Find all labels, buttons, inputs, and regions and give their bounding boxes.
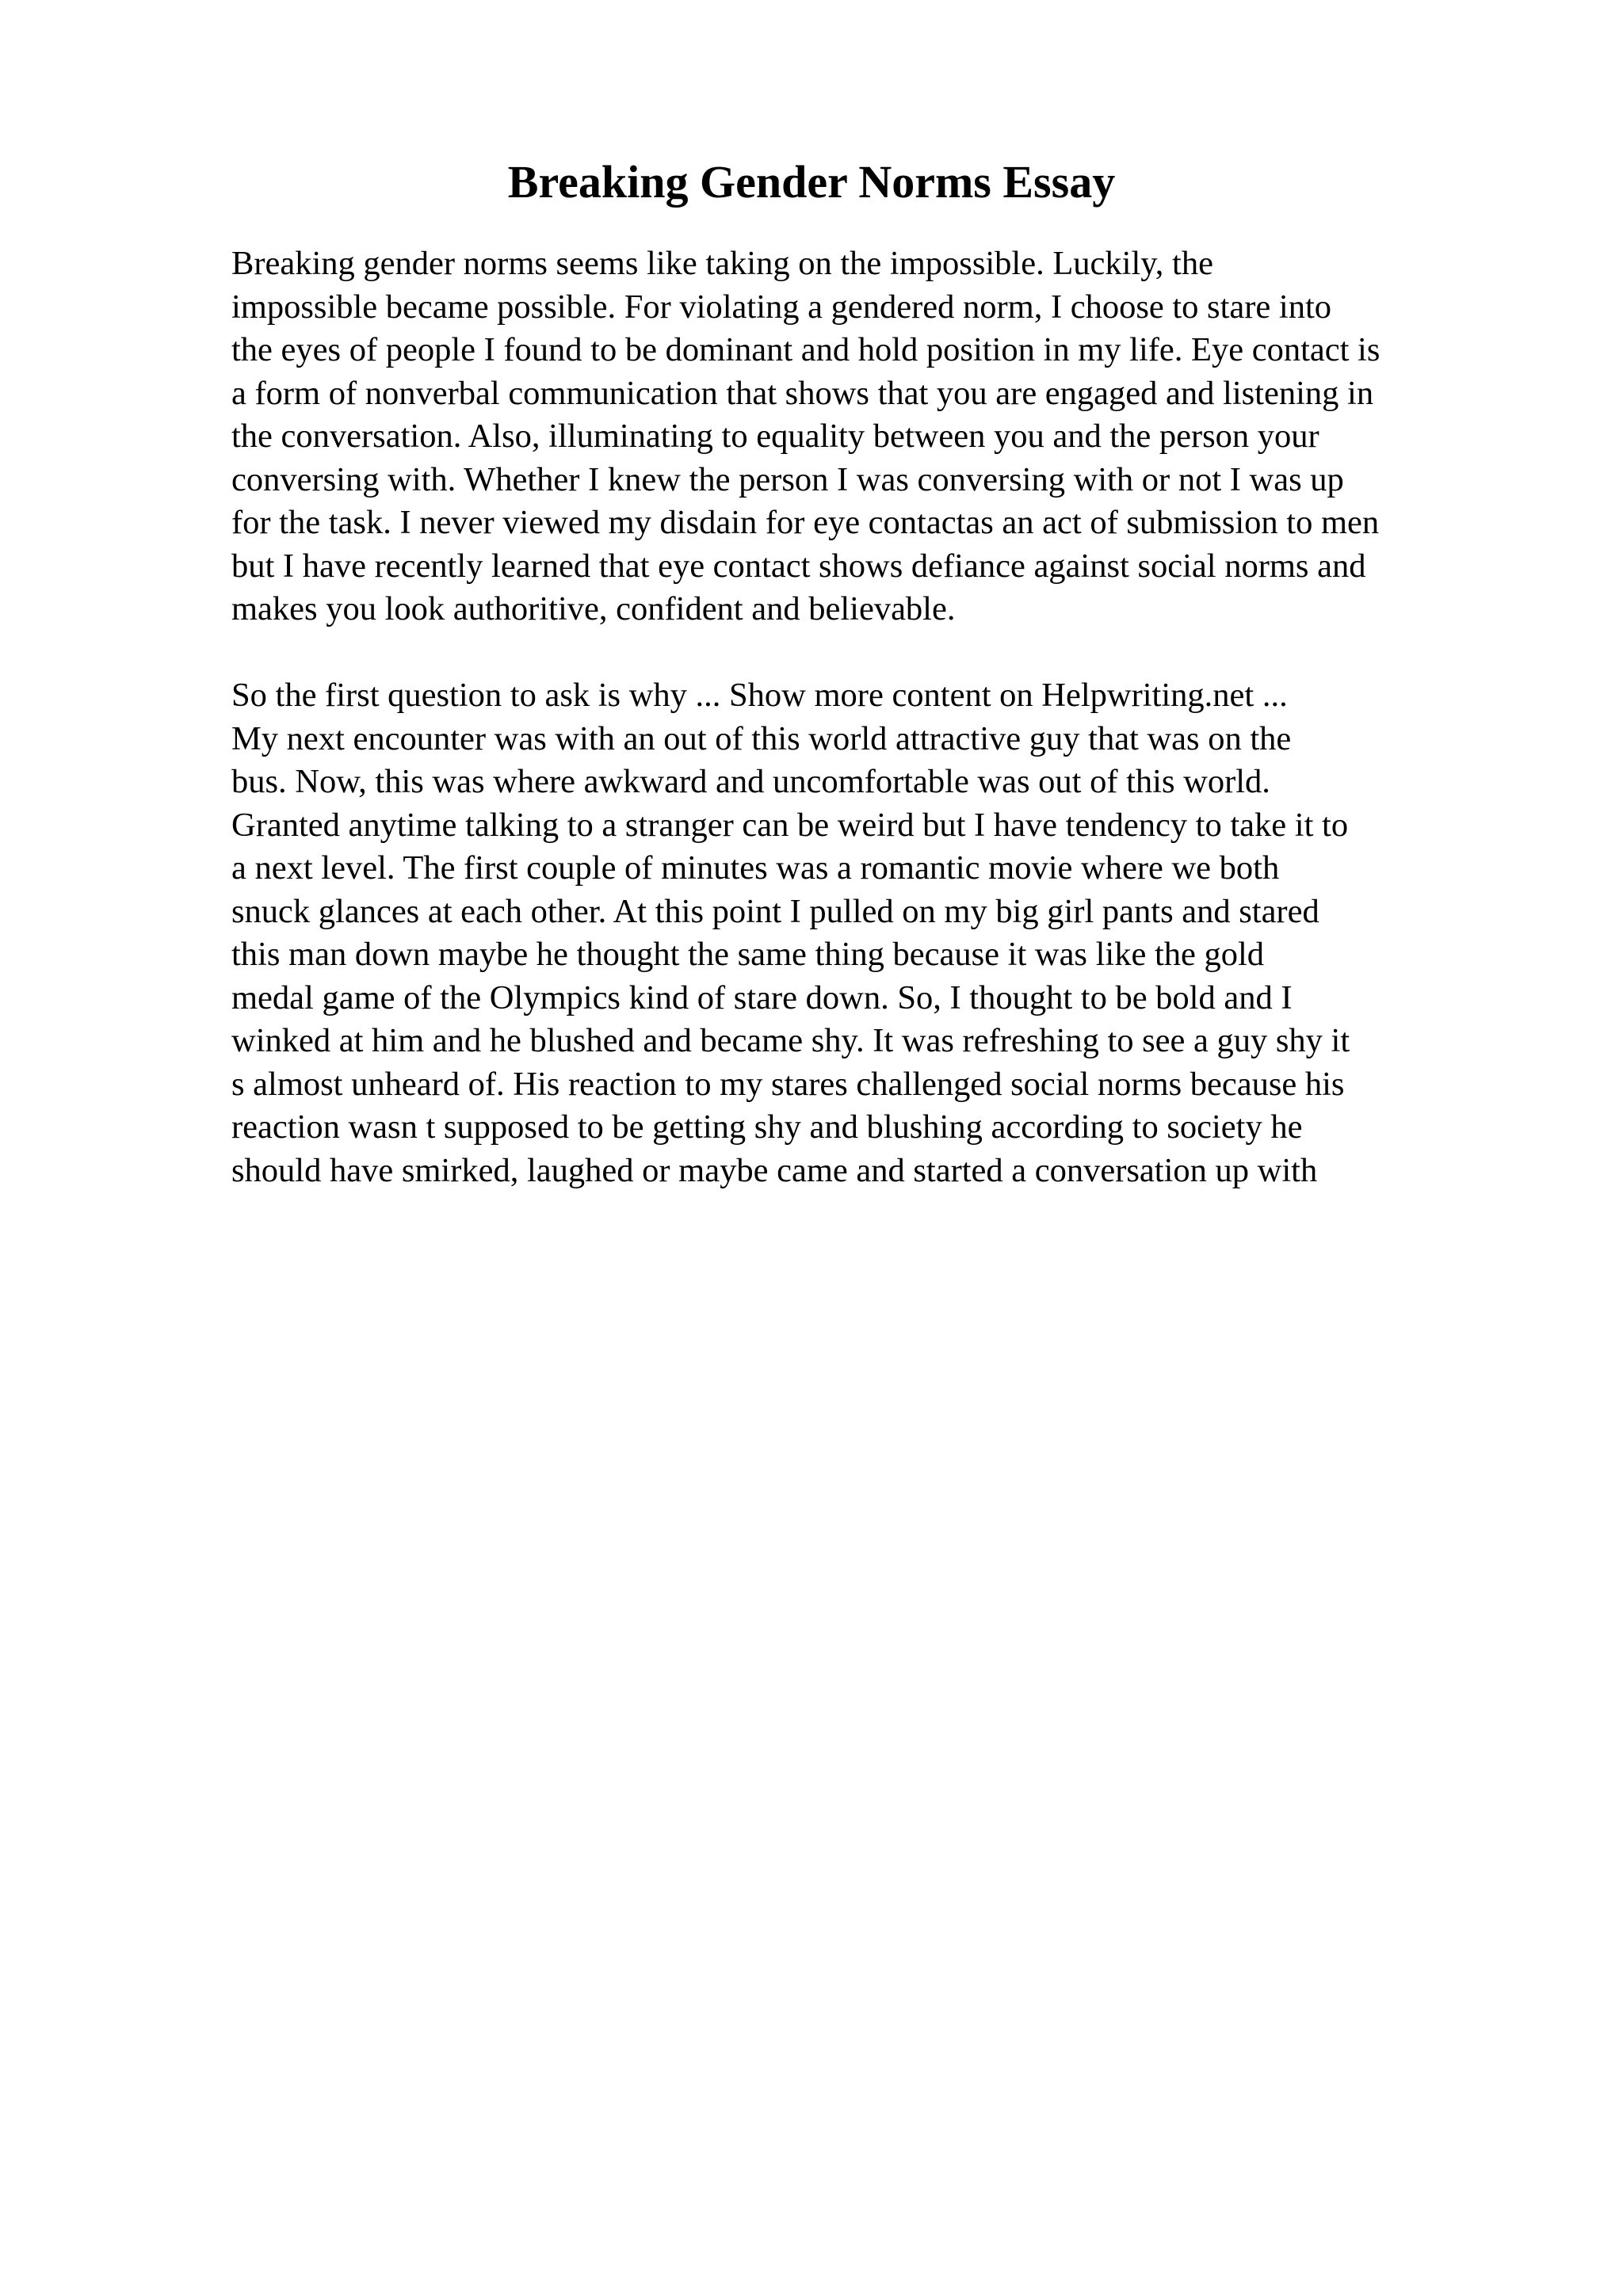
document-title: Breaking Gender Norms Essay [507,156,1116,208]
text-line: conversing with. Whether I knew the person I was conversing with or not I was up [231,460,1344,498]
text-line: snuck glances at each other. At this point I pulled on my big girl pants and stared [231,892,1319,930]
text-line: makes you look authoritive, confident and believable. [231,590,956,627]
text-line: the eyes of people I found to be dominant and hold position in my life. Eye contact is [231,331,1381,368]
text-line: So the first question to ask is why ... Show more content on Helpwriting.net ... [231,677,1288,714]
text-line: this man down maybe he thought the same thing because it was like the gold [231,936,1265,973]
text-line: reaction wasn t supposed to be getting shy and blushing according to society he [231,1108,1303,1146]
paragraph-2 [231,674,1594,1192]
text-line: the conversation. Also, illuminating to equality between you and the person your [231,418,1319,455]
text-line: s almost unheard of. His reaction to my stares challenged social norms because his [231,1065,1345,1103]
text-line: Granted anytime talking to a stranger can be weird but I have tendency to take it to [231,806,1349,844]
text-line: Breaking gender norms seems like taking on the impossible. Luckily, the [231,245,1213,282]
text-line: My next encounter was with an out of this world attractive guy that was on the [231,719,1292,757]
text-line: a form of nonverbal communication that shows that you are engaged and listening in [231,374,1374,412]
paragraph-1 [231,242,1594,631]
text-line: medal game of the Olympics kind of stare down. So, I thought to be bold and I [231,978,1293,1016]
document-body [231,242,1594,1192]
text-line: winked at him and he blushed and became shy. It was refreshing to see a guy shy it [231,1022,1350,1059]
text-line: impossible became possible. For violating a gendered norm, I choose to stare into [231,288,1332,326]
text-line: for the task. I never viewed my disdain for eye contactas an act of submission to men [231,504,1380,541]
text-line: but I have recently learned that eye contact shows defiance against social norms and [231,547,1366,585]
text-line: a next level. The first couple of minutes was a romantic movie where we both [231,849,1280,887]
text-line: should have smirked, laughed or maybe came and started a conversation up with [231,1151,1318,1189]
text-line: bus. Now, this was where awkward and uncomfortable was out of this world. [231,763,1270,800]
paragraph-spacer [231,631,1594,675]
